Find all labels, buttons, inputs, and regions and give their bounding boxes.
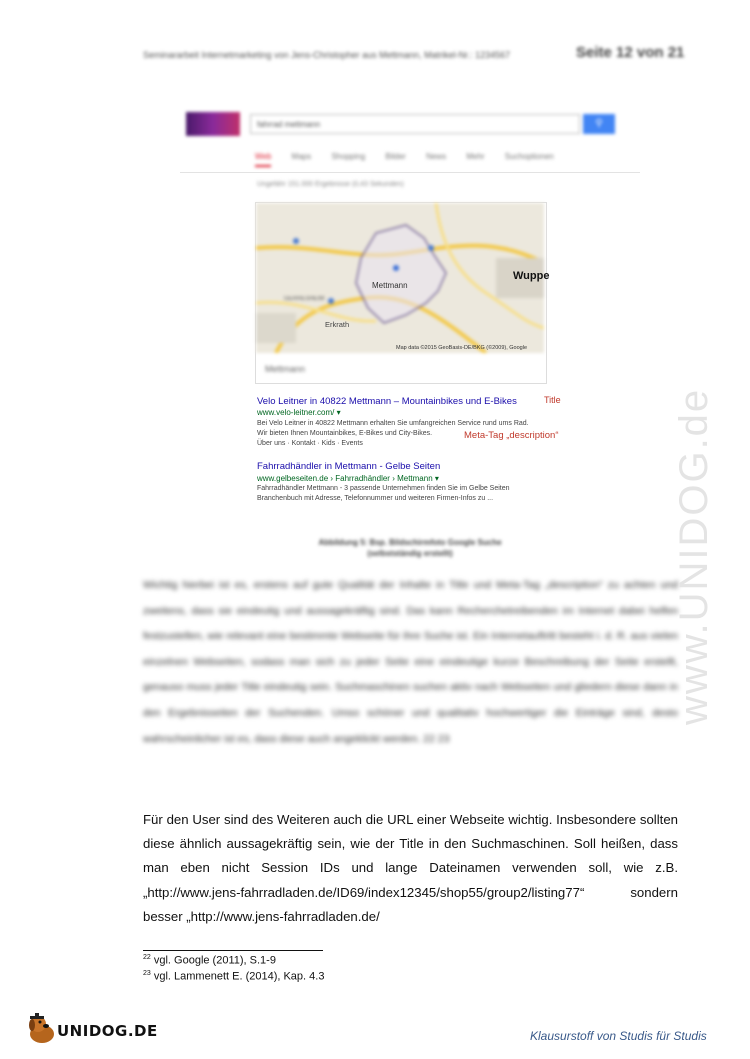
map-label-city: Mettmann: [372, 281, 408, 290]
result1-title: Velo Leitner in 40822 Mettmann – Mountainbikes und E-Bikes: [257, 396, 517, 407]
annotation-meta-tag: Meta-Tag „description“: [464, 430, 559, 441]
footnote-23: [143, 970, 324, 983]
blurred-paragraph: Wichtig hierbei ist es, erstens auf gute Qualität der Inhalte in Title und Meta-Tag „description“ zu achten und zweitens, dass sie eindeutig und aussagekräftig sind. Das kann Recherchetreibenden im Internet dabei helfen festzustellen, wie relevant eine bestimmte Webseite für ihre Suche ist. Ein Internetauftritt besteht i. d. R. aus vielen einzelnen Webseiten, sodass man sich zu jeder Seite eine eindeutige kurze Beschreibung der Seite erstellt, genauso muss jeder Title eindeutig sein. Suchmaschinen suchen aktiv nach Webseiten und gliedern diese dann in den Ergebnisseiten der Suchenden. Umso schöner und qualitativ hochwertiger die Einträge sind, desto wahrscheinlicher ist es, dass diese auch angeklickt werden. 22 23: [143, 579, 678, 745]
tab-divider: [180, 172, 640, 173]
footer-slogan: Klausurstoff von Studis für Studis: [530, 1029, 707, 1043]
google-logo: [186, 112, 240, 136]
figure-caption-line1: Abbildung 5: Bsp. Bildschirmfoto Google Suche: [318, 538, 502, 547]
result2-url: www.gelbeseiten.de › Fahrradhändler › Mettmann ▾: [257, 474, 439, 483]
result2-desc-line2: Branchenbuch mit Adresse, Telefonnummer und weiteren Firmen-Infos zu ...: [257, 495, 494, 502]
map-copyright: Map data ©2015 GeoBasis-DE/BKG (©2009), Google: [396, 345, 528, 351]
page-number: Seite 12 von 21: [576, 44, 685, 61]
result2-title: Fahrradhändler in Mettmann - Gelbe Seiten: [257, 461, 441, 472]
footnote-divider: [143, 950, 323, 951]
footnote-22-number: 22: [143, 954, 151, 961]
figure-caption-line2: (selbstständig erstellt): [367, 549, 453, 558]
map-image: [256, 203, 544, 353]
result-count: Ungefähr 151.000 Ergebnisse (0,43 Sekunden): [257, 181, 404, 188]
tab-images: Bilder: [385, 152, 406, 161]
footnote-23-text: vgl. Lammenett E. (2014), Kap. 4.3: [153, 970, 325, 983]
annotation-title: Title: [544, 395, 561, 405]
tab-options: Suchoptionen: [504, 152, 554, 161]
result1-desc-line3: Über uns · Kontakt · Kids · Events: [257, 440, 363, 447]
map-caption: Mettmann: [265, 364, 306, 374]
map-label-district1: GERRESHEIM: [284, 296, 325, 302]
body-paragraph: Für den User sind des Weiteren auch die URL einer Webseite wichtig. Insbesondere sollten diese ähnlich aussagekräftig sein, wie der Title in den Suchmaschinen. Soll heißen, dass man eben nicht Session IDs und lange Dateinamen verwenden soll, wie z.B. „http://www.jens-fahrradladen.de/ID69/index12345/shop55/group2/listing77“ sondern besser „http://www.jens-fahrradladen.de/: [143, 812, 678, 924]
search-input: fahrrad mettmann: [250, 114, 580, 134]
logo-text: UNIDOG.DE: [57, 1022, 158, 1040]
map-label-district2: Erkrath: [325, 320, 350, 329]
footnote-22-text: vgl. Google (2011), S.1-9: [153, 954, 276, 967]
header-left: Seminararbeit Internetmarketing von Jens-Christopher aus Mettmann, Matrikel-Nr.: 1234567: [143, 50, 511, 60]
map-graphic: [256, 203, 544, 353]
tab-web: Web: [255, 152, 271, 167]
tab-more: Mehr: [466, 152, 485, 161]
result1-desc-line1: Bei Velo Leitner in 40822 Mettmann erhalten Sie umfangreichen Service rund ums Rad.: [257, 420, 529, 427]
magnifier-icon: ⚲: [583, 114, 615, 134]
footnote-23-number: 23: [143, 970, 151, 977]
map-label-big-city: Wuppe: [513, 270, 550, 282]
result1-desc-line2: Wir bieten Ihnen Mountainbikes, E-Bikes und City-Bikes.: [257, 430, 433, 437]
result1-url: www.velo-leitner.com/ ▾: [257, 408, 341, 417]
tab-shopping: Shopping: [331, 152, 366, 161]
watermark: www.UNIDOG.de: [672, 387, 716, 725]
dog-icon: [24, 1012, 60, 1046]
tab-maps: Maps: [291, 152, 312, 161]
figure-caption: [250, 537, 570, 559]
search-tabs: [255, 152, 572, 161]
footnote-22: [143, 954, 276, 967]
tab-news: News: [426, 152, 447, 161]
result2-desc-line1: Fahrradhändler Mettmann - 3 passende Unternehmen finden Sie im Gelbe Seiten: [257, 485, 510, 492]
result2-description: [257, 484, 547, 504]
